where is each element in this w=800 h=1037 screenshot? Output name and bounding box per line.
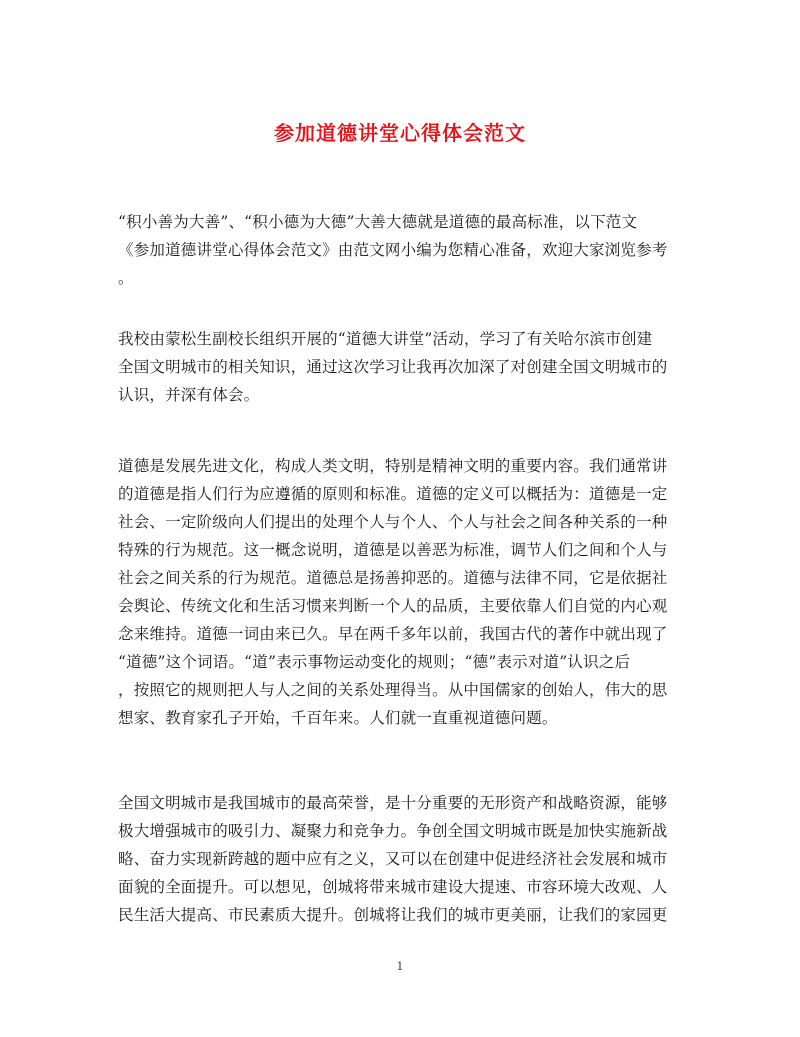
paragraph-line: 略、奋力实现新跨越的题中应有之义，又可以在创建中促进经济社会发展和城市 <box>118 850 668 868</box>
page-number: 1 <box>396 960 404 973</box>
paragraph-line: “道德”这个词语。“道”表示事物运动变化的规则；“德”表示对道”认识之后 <box>118 653 631 671</box>
paragraph-line: 面貌的全面提升。可以想见，创城将带来城市建设大提速、市容环境大改观、人 <box>118 878 668 896</box>
paragraph-line: 特殊的行为规范。这一概念说明，道德是以善恶为标准，调节人们之间和个人与 <box>118 541 668 559</box>
paragraph-line: 极大增强城市的吸引力、凝聚力和竞争力。争创全国文明城市既是加快实施新战 <box>118 822 668 840</box>
paragraph-line: “积小善为大善”、“积小德为大德”大善大德就是道德的最高标准，以下范文 <box>118 213 638 231</box>
paragraph-line: 社会之间关系的行为规范。道德总是扬善抑恶的。道德与法律不同，它是依据社 <box>118 569 668 587</box>
paragraph-intro <box>118 208 680 292</box>
paragraph-civilized-city <box>118 789 680 929</box>
paragraph-line: ，按照它的规则把人与人之间的关系处理得当。从中国儒家的创始人，伟大的思 <box>118 681 668 699</box>
paragraph-line: 民生活大提高、市民素质大提升。创城将让我们的城市更美丽，让我们的家园更 <box>118 906 668 924</box>
paragraph-line: 。 <box>118 269 134 287</box>
paragraph-line: 念来维持。道德一词由来已久。早在两千多年以前，我国古代的著作中就出现了 <box>118 625 668 643</box>
paragraph-school-activity <box>118 325 680 409</box>
paragraph-line: 《参加道德讲堂心得体会范文》由范文网小编为您精心准备，欢迎大家浏览参考 <box>118 241 668 259</box>
paragraph-line: 认识，并深有体会。 <box>118 386 260 404</box>
document-title: 参加道德讲堂心得体会范文 <box>274 121 526 146</box>
paragraph-line: 社会、一定阶级向人们提出的处理个人与个人、个人与社会之间各种关系的一种 <box>118 513 668 531</box>
paragraph-line: 全国文明城市的相关知识，通过这次学习让我再次加深了对创建全国文明城市的 <box>118 358 668 376</box>
paragraph-line: 道德是发展先进文化，构成人类文明，特别是精神文明的重要内容。我们通常讲 <box>118 457 668 475</box>
paragraph-line: 会舆论、传统文化和生活习惯来判断一个人的品质，主要依靠人们自觉的内心观 <box>118 597 668 615</box>
paragraph-line: 全国文明城市是我国城市的最高荣誉，是十分重要的无形资产和战略资源，能够 <box>118 794 668 812</box>
paragraph-morality-definition <box>118 452 680 732</box>
paragraph-line: 的道德是指人们行为应遵循的原则和标准。道德的定义可以概括为：道德是一定 <box>118 485 668 503</box>
paragraph-line: 我校由蒙松生副校长组织开展的“道德大讲堂”活动，学习了有关哈尔滨市创建 <box>118 330 653 348</box>
paragraph-line: 想家、教育家孔子开始，千百年来。人们就一直重视道德问题。 <box>118 709 558 727</box>
